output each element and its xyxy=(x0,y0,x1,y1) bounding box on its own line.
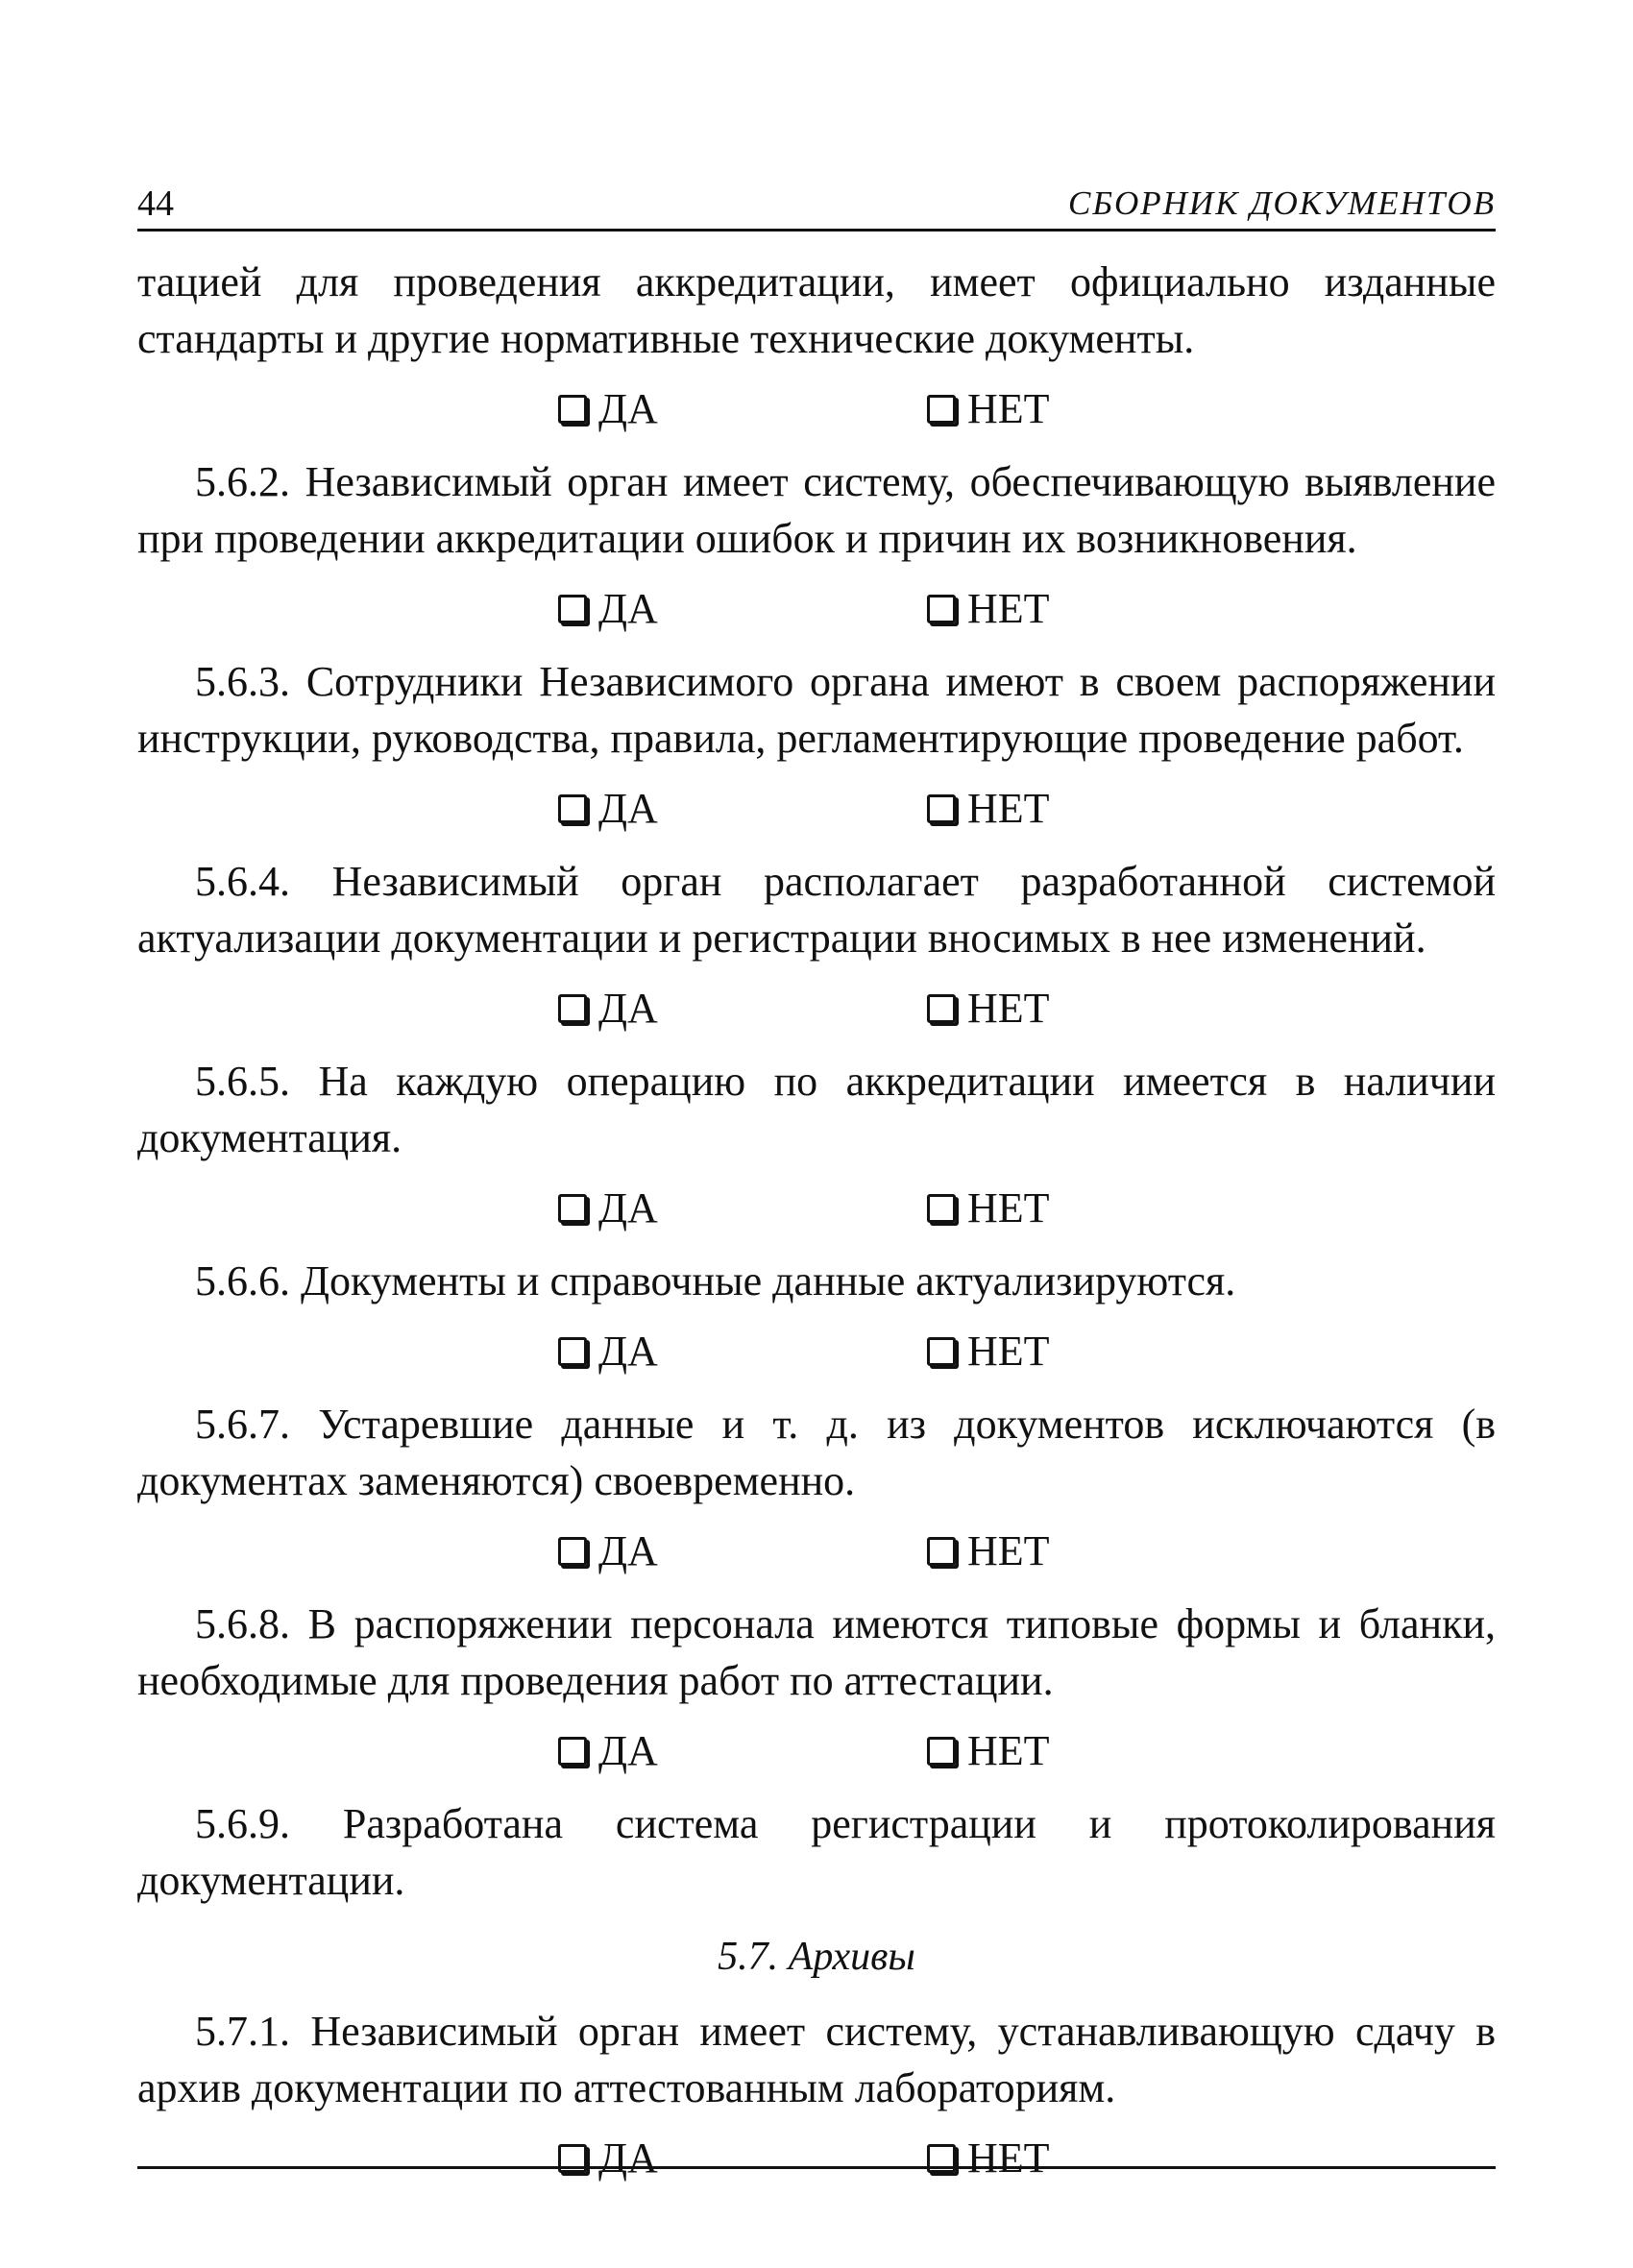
checkbox-icon xyxy=(927,994,956,1023)
no-label: НЕТ xyxy=(967,985,1050,1032)
item-5-6-8: 5.6.8. В распоряжении персонала имеются типовые формы и бланки, необходимые для проведения работ по аттестации. xyxy=(137,1600,1496,1704)
item-5-6-5: 5.6.5. На каждую операцию по аккредитации имеется в наличии документация. xyxy=(137,1058,1496,1161)
checkbox-icon xyxy=(558,794,587,823)
no-option[interactable] xyxy=(927,1519,1050,1584)
no-option[interactable] xyxy=(927,976,1050,1041)
no-label: НЕТ xyxy=(967,1184,1050,1232)
checkbox-icon xyxy=(927,595,956,623)
checkbox-icon xyxy=(927,395,956,424)
yes-option[interactable] xyxy=(558,776,658,841)
yes-label: ДА xyxy=(598,585,658,632)
yes-no-group xyxy=(137,1176,1496,1241)
checkbox-icon xyxy=(558,1194,587,1223)
yes-option[interactable] xyxy=(558,377,658,442)
yes-label: ДА xyxy=(598,2134,658,2182)
yes-label: ДА xyxy=(598,1328,658,1375)
yes-option[interactable] xyxy=(558,2126,658,2191)
no-option[interactable] xyxy=(927,377,1050,442)
no-option[interactable] xyxy=(927,1176,1050,1241)
yes-no-group xyxy=(137,976,1496,1041)
no-label: НЕТ xyxy=(967,1328,1050,1375)
yes-option[interactable] xyxy=(558,1519,658,1584)
yes-option[interactable] xyxy=(558,976,658,1041)
item-5-6-6: 5.6.6. Документы и справочные данные актуализируются. xyxy=(195,1257,1236,1305)
item-5-6-7: 5.6.7. Устаревшие данные и т. д. из документов исключаются (в документах заменяются) своевременно. xyxy=(137,1401,1496,1504)
no-label: НЕТ xyxy=(967,1727,1050,1774)
yes-label: ДА xyxy=(598,1727,658,1774)
yes-label: ДА xyxy=(598,385,658,432)
checkbox-icon xyxy=(558,1337,587,1366)
no-label: НЕТ xyxy=(967,785,1050,832)
document-page xyxy=(137,0,1496,2268)
yes-option[interactable] xyxy=(558,1319,658,1384)
checkbox-icon xyxy=(558,1737,587,1766)
no-option[interactable] xyxy=(927,2126,1050,2191)
item-5-6-9: 5.6.9. Разработана система регистрации и протоколирования документации. xyxy=(137,1800,1496,1904)
yes-no-group xyxy=(137,1519,1496,1584)
bottom-rule xyxy=(137,2166,1496,2169)
yes-option[interactable] xyxy=(558,1719,658,1784)
no-option[interactable] xyxy=(927,776,1050,841)
checkbox-icon xyxy=(927,1537,956,1566)
yes-label: ДА xyxy=(598,785,658,832)
yes-label: ДА xyxy=(598,985,658,1032)
yes-option[interactable] xyxy=(558,1176,658,1241)
checkbox-icon xyxy=(558,595,587,623)
yes-option[interactable] xyxy=(558,576,658,642)
checkbox-icon xyxy=(558,395,587,424)
no-label: НЕТ xyxy=(967,2134,1050,2182)
section-heading: 5.7. Архивы xyxy=(718,1935,915,1979)
yes-no-group xyxy=(137,2126,1496,2191)
no-label: НЕТ xyxy=(967,1527,1050,1574)
item-5-6-3: 5.6.3. Сотрудники Независимого органа имеют в своем распоряжении инструкции, руководства, правила, регламентирующие проведение работ. xyxy=(137,658,1496,762)
page-number: 44 xyxy=(137,183,174,224)
intro-paragraph: тацией для проведения аккредитации, имеет официально изданные стандарты и другие нормативные технические документы. xyxy=(137,258,1496,362)
yes-no-group xyxy=(137,377,1496,442)
yes-no-group xyxy=(137,576,1496,642)
item-5-6-4: 5.6.4. Независимый орган располагает разработанной системой актуализации документации и регистрации вносимых в нее изменений. xyxy=(137,858,1496,962)
yes-label: ДА xyxy=(598,1527,658,1574)
no-option[interactable] xyxy=(927,1719,1050,1784)
no-label: НЕТ xyxy=(967,385,1050,432)
body-text xyxy=(137,254,1496,2203)
running-header xyxy=(137,179,1496,232)
book-title: СБОРНИК ДОКУМЕНТОВ xyxy=(1068,184,1496,222)
no-label: НЕТ xyxy=(967,585,1050,632)
no-option[interactable] xyxy=(927,1319,1050,1384)
checkbox-icon xyxy=(927,794,956,823)
no-option[interactable] xyxy=(927,576,1050,642)
checkbox-icon xyxy=(558,1537,587,1566)
checkbox-icon xyxy=(927,1737,956,1766)
yes-no-group xyxy=(137,1319,1496,1384)
checkbox-icon xyxy=(927,1337,956,1366)
yes-label: ДА xyxy=(598,1184,658,1232)
checkbox-icon xyxy=(558,994,587,1023)
checkbox-icon xyxy=(927,1194,956,1223)
yes-no-group xyxy=(137,1719,1496,1784)
yes-no-group xyxy=(137,776,1496,841)
item-5-7-1: 5.7.1. Независимый орган имеет систему, устанавливающую сдачу в архив документации по аттестованным лабораториям. xyxy=(137,2008,1496,2111)
item-5-6-2: 5.6.2. Независимый орган имеет систему, обеспечивающую выявление при проведении аккредитации ошибок и причин их возникновения. xyxy=(137,458,1496,562)
